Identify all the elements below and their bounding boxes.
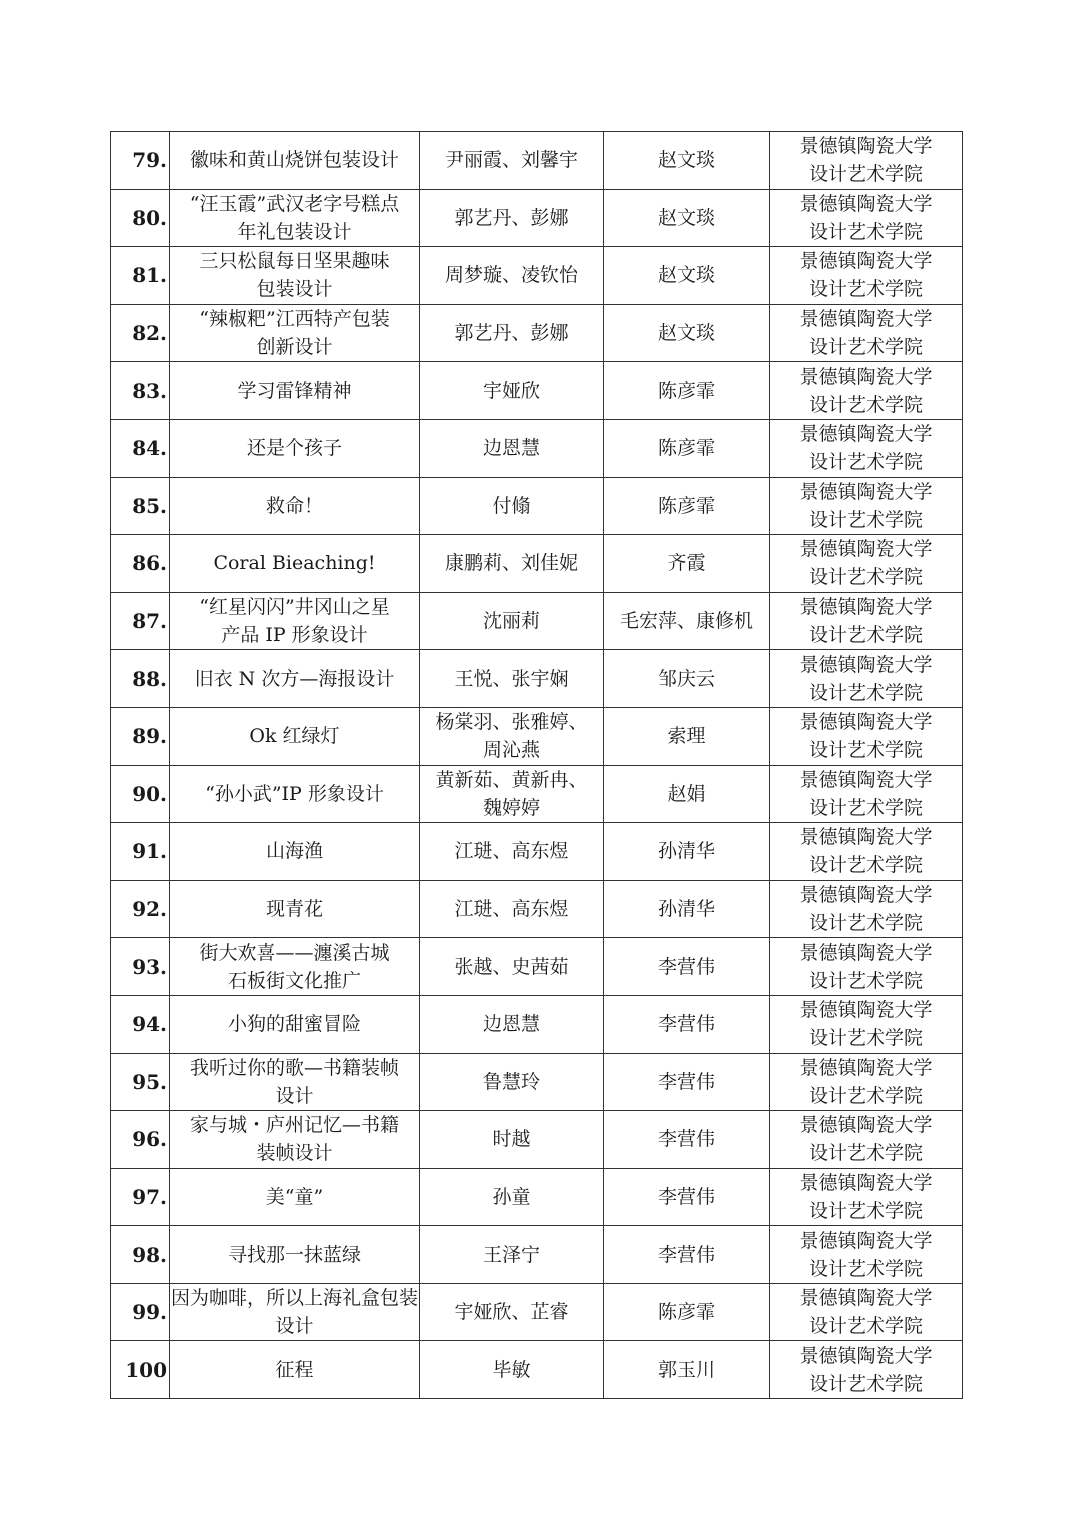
work-title-cell: [170, 995, 420, 1053]
table-row: [111, 1226, 963, 1284]
advisor-cell: [604, 477, 770, 535]
work-title-cell: [170, 362, 420, 420]
table-row: [111, 477, 963, 535]
entry-number-cell: [111, 1111, 170, 1169]
authors: 孙童: [492, 1185, 531, 1208]
authors-cell: [420, 362, 604, 420]
work-title-cell: [170, 132, 420, 190]
advisor: 赵文琰: [657, 264, 715, 287]
school-cell: [770, 1111, 963, 1169]
authors: 宇娅欣、芷睿: [454, 1301, 569, 1324]
work-title: 寻找那一抹蓝绿: [227, 1243, 361, 1266]
advisor: 陈彦霏: [657, 494, 715, 517]
work-title: 因为咖啡，所以上海礼盒包装 设计: [170, 1287, 418, 1338]
school: 景德镇陶瓷大学 设计艺术学院: [799, 999, 933, 1050]
entry-number-cell: [111, 707, 170, 765]
authors-cell: [420, 650, 604, 708]
school: 景德镇陶瓷大学 设计艺术学院: [799, 365, 933, 416]
work-title: 美“童”: [265, 1185, 324, 1208]
advisor-cell: [604, 592, 770, 650]
school: 景德镇陶瓷大学 设计艺术学院: [799, 884, 933, 935]
table-row: [111, 1168, 963, 1226]
table-row: [111, 1283, 963, 1341]
authors: 郭艺丹、彭娜: [454, 322, 569, 345]
entry-number-cell: [111, 995, 170, 1053]
school-cell: [770, 1283, 963, 1341]
authors-cell: [420, 1226, 604, 1284]
entry-number-cell: [111, 1168, 170, 1226]
table-body: [111, 132, 963, 1399]
authors-cell: [420, 765, 604, 823]
table-row: [111, 880, 963, 938]
authors-cell: [420, 707, 604, 765]
authors: 王泽宁: [482, 1243, 540, 1266]
school: 景德镇陶瓷大学 设计艺术学院: [799, 1287, 933, 1338]
school-cell: [770, 189, 963, 247]
school: 景德镇陶瓷大学 设计艺术学院: [799, 423, 933, 474]
advisor: 赵文琰: [657, 206, 715, 229]
authors: 张越、史茜茹: [454, 955, 569, 978]
table-row: [111, 707, 963, 765]
school-cell: [770, 304, 963, 362]
school: 景德镇陶瓷大学 设计艺术学院: [799, 941, 933, 992]
advisor-cell: [604, 1283, 770, 1341]
advisor-cell: [604, 1111, 770, 1169]
advisor-cell: [604, 132, 770, 190]
award-list-table: [110, 131, 963, 1399]
advisor-cell: [604, 650, 770, 708]
work-title: 救命！: [265, 494, 323, 517]
authors: 杨棠羽、张雅婷、 周沁燕: [435, 711, 588, 762]
table-row: [111, 362, 963, 420]
authors: 付翛: [492, 494, 531, 517]
table-row: [111, 765, 963, 823]
entry-number: 90.: [132, 781, 167, 806]
authors-cell: [420, 1053, 604, 1111]
school-cell: [770, 1226, 963, 1284]
work-title-cell: [170, 650, 420, 708]
authors-cell: [420, 1341, 604, 1399]
table-row: [111, 1341, 963, 1399]
advisor: 李营伟: [657, 955, 715, 978]
entry-number-cell: [111, 535, 170, 593]
authors-cell: [420, 535, 604, 593]
entry-number: 95.: [132, 1069, 167, 1094]
authors: 王悦、张宇娴: [454, 667, 569, 690]
authors-cell: [420, 189, 604, 247]
entry-number: 87.: [132, 609, 167, 634]
authors: 尹丽霞、刘馨宇: [444, 149, 578, 172]
advisor: 陈彦霏: [657, 1301, 715, 1324]
entry-number: 83.: [132, 378, 167, 403]
authors-cell: [420, 1111, 604, 1169]
advisor: 李营伟: [657, 1128, 715, 1151]
entry-number-cell: [111, 477, 170, 535]
authors-cell: [420, 995, 604, 1053]
authors: 边恩慧: [482, 437, 540, 460]
authors-cell: [420, 823, 604, 881]
entry-number-cell: [111, 189, 170, 247]
advisor: 李营伟: [657, 1013, 715, 1036]
school: 景德镇陶瓷大学 设计艺术学院: [799, 538, 933, 589]
school: 景德镇陶瓷大学 设计艺术学院: [799, 1114, 933, 1165]
entry-number: 82.: [132, 321, 167, 346]
entry-number: 79.: [132, 148, 167, 173]
work-title: “孙小武”IP 形象设计: [205, 782, 384, 805]
authors-cell: [420, 132, 604, 190]
school: 景德镇陶瓷大学 设计艺术学院: [799, 1056, 933, 1107]
school-cell: [770, 477, 963, 535]
school-cell: [770, 1341, 963, 1399]
work-title: 小狗的甜蜜冒险: [227, 1013, 361, 1036]
school: 景德镇陶瓷大学 设计艺术学院: [799, 768, 933, 819]
work-title-cell: [170, 1053, 420, 1111]
advisor: 李营伟: [657, 1070, 715, 1093]
work-title: 山海渔: [265, 840, 323, 863]
advisor: 毛宏萍、康修机: [619, 610, 753, 633]
school: 景德镇陶瓷大学 设计艺术学院: [799, 826, 933, 877]
authors: 沈丽莉: [482, 610, 540, 633]
advisor-cell: [604, 1168, 770, 1226]
advisor: 陈彦霏: [657, 437, 715, 460]
school-cell: [770, 765, 963, 823]
work-title-cell: [170, 938, 420, 996]
advisor-cell: [604, 823, 770, 881]
advisor-cell: [604, 765, 770, 823]
school: 景德镇陶瓷大学 设计艺术学院: [799, 192, 933, 243]
work-title-cell: [170, 823, 420, 881]
entry-number-cell: [111, 938, 170, 996]
entry-number: 94.: [132, 1012, 167, 1037]
work-title: “汪玉霞”武汉老字号糕点 年礼包装设计: [189, 192, 400, 243]
table-row: [111, 650, 963, 708]
advisor-cell: [604, 995, 770, 1053]
work-title: 旧衣 N 次方—海报设计: [194, 667, 395, 690]
authors-cell: [420, 304, 604, 362]
entry-number: 81.: [132, 263, 167, 288]
table-row: [111, 535, 963, 593]
work-title: 现青花: [265, 898, 323, 921]
authors-cell: [420, 938, 604, 996]
work-title-cell: [170, 592, 420, 650]
authors: 边恩慧: [482, 1013, 540, 1036]
table-row: [111, 823, 963, 881]
entry-number-cell: [111, 362, 170, 420]
work-title-cell: [170, 419, 420, 477]
entry-number: 88.: [132, 666, 167, 691]
work-title: 徽味和黄山烧饼包装设计: [189, 149, 399, 172]
school: 景德镇陶瓷大学 设计艺术学院: [799, 653, 933, 704]
entry-number-cell: [111, 419, 170, 477]
work-title-cell: [170, 1341, 420, 1399]
school-cell: [770, 362, 963, 420]
advisor-cell: [604, 304, 770, 362]
table-row: [111, 592, 963, 650]
entry-number: 97.: [132, 1184, 167, 1209]
table-row: [111, 938, 963, 996]
school-cell: [770, 1053, 963, 1111]
work-title: 街大欢喜——瀍溪古城 石板街文化推广: [199, 941, 390, 992]
authors: 黄新茹、黄新冉、 魏婷婷: [435, 768, 588, 819]
entry-number: 86.: [132, 551, 167, 576]
table-row: [111, 247, 963, 305]
authors: 江琎、高东煜: [454, 840, 569, 863]
entry-number-cell: [111, 1053, 170, 1111]
work-title-cell: [170, 477, 420, 535]
advisor-cell: [604, 1226, 770, 1284]
authors-cell: [420, 1168, 604, 1226]
advisor: 李营伟: [657, 1185, 715, 1208]
entry-number: 85.: [132, 493, 167, 518]
entry-number-cell: [111, 823, 170, 881]
work-title-cell: [170, 880, 420, 938]
authors-cell: [420, 247, 604, 305]
entry-number: 99.: [132, 1300, 167, 1325]
advisor-cell: [604, 535, 770, 593]
advisor: 赵文琰: [657, 149, 715, 172]
school-cell: [770, 650, 963, 708]
work-title-cell: [170, 1168, 420, 1226]
advisor: 孙清华: [657, 840, 715, 863]
entry-number-cell: [111, 1341, 170, 1399]
school-cell: [770, 823, 963, 881]
school-cell: [770, 535, 963, 593]
advisor-cell: [604, 707, 770, 765]
school: 景德镇陶瓷大学 设计艺术学院: [799, 711, 933, 762]
table-row: [111, 1053, 963, 1111]
authors: 江琎、高东煜: [454, 898, 569, 921]
entry-number: 89.: [132, 724, 167, 749]
advisor-cell: [604, 247, 770, 305]
work-title-cell: [170, 1283, 420, 1341]
advisor-cell: [604, 938, 770, 996]
school-cell: [770, 938, 963, 996]
school-cell: [770, 707, 963, 765]
authors: 郭艺丹、彭娜: [454, 206, 569, 229]
entry-number: 91.: [132, 839, 167, 864]
work-title-cell: [170, 535, 420, 593]
school: 景德镇陶瓷大学 设计艺术学院: [799, 1171, 933, 1222]
school: 景德镇陶瓷大学 设计艺术学院: [799, 596, 933, 647]
authors: 时越: [492, 1128, 531, 1151]
school: 景德镇陶瓷大学 设计艺术学院: [799, 308, 933, 359]
advisor-cell: [604, 880, 770, 938]
advisor: 邹庆云: [657, 667, 715, 690]
work-title: 征程: [275, 1358, 314, 1381]
advisor-cell: [604, 419, 770, 477]
authors: 康鹏莉、刘佳妮: [444, 552, 578, 575]
school-cell: [770, 1168, 963, 1226]
entry-number-cell: [111, 247, 170, 305]
school-cell: [770, 995, 963, 1053]
work-title: 家与城・庐州记忆—书籍 装帧设计: [189, 1114, 399, 1165]
entry-number-cell: [111, 132, 170, 190]
authors-cell: [420, 419, 604, 477]
school: 景德镇陶瓷大学 设计艺术学院: [799, 1344, 933, 1395]
work-title: “红星闪闪”井冈山之星 产品 IP 形象设计: [199, 596, 390, 647]
entry-number: 100: [125, 1357, 167, 1382]
work-title-cell: [170, 189, 420, 247]
table-row: [111, 132, 963, 190]
work-title-cell: [170, 304, 420, 362]
advisor: 郭玉川: [657, 1358, 715, 1381]
advisor: 孙清华: [657, 898, 715, 921]
advisor: 赵文琰: [657, 322, 715, 345]
entry-number: 84.: [132, 436, 167, 461]
advisor: 齐霞: [667, 552, 706, 575]
school: 景德镇陶瓷大学 设计艺术学院: [799, 250, 933, 301]
authors-cell: [420, 477, 604, 535]
work-title: 还是个孩子: [246, 437, 342, 460]
school: 景德镇陶瓷大学 设计艺术学院: [799, 1229, 933, 1280]
entry-number-cell: [111, 592, 170, 650]
table-row: [111, 419, 963, 477]
school-cell: [770, 247, 963, 305]
entry-number: 93.: [132, 954, 167, 979]
authors: 毕敏: [492, 1358, 531, 1381]
table-row: [111, 304, 963, 362]
school-cell: [770, 880, 963, 938]
work-title: “辣椒粑”江西特产包装 创新设计: [199, 308, 390, 359]
work-title-cell: [170, 707, 420, 765]
work-title-cell: [170, 1226, 420, 1284]
work-title: Coral Bieaching!: [213, 552, 376, 575]
entry-number: 92.: [132, 897, 167, 922]
authors-cell: [420, 880, 604, 938]
school: 景德镇陶瓷大学 设计艺术学院: [799, 135, 933, 186]
advisor: 赵娟: [667, 782, 706, 805]
entry-number: 80.: [132, 205, 167, 230]
authors: 鲁慧玲: [482, 1070, 540, 1093]
entry-number-cell: [111, 650, 170, 708]
school-cell: [770, 132, 963, 190]
advisor-cell: [604, 1053, 770, 1111]
entry-number: 98.: [132, 1242, 167, 1267]
work-title-cell: [170, 765, 420, 823]
advisor-cell: [604, 189, 770, 247]
entry-number-cell: [111, 765, 170, 823]
work-title: 三只松鼠每日坚果趣味 包装设计: [199, 250, 390, 301]
table-row: [111, 189, 963, 247]
authors: 周梦璇、凌钦怡: [444, 264, 578, 287]
entry-number-cell: [111, 880, 170, 938]
entry-number: 96.: [132, 1127, 167, 1152]
school: 景德镇陶瓷大学 设计艺术学院: [799, 480, 933, 531]
advisor: 李营伟: [657, 1243, 715, 1266]
advisor-cell: [604, 1341, 770, 1399]
work-title-cell: [170, 247, 420, 305]
authors-cell: [420, 1283, 604, 1341]
table-row: [111, 995, 963, 1053]
authors-cell: [420, 592, 604, 650]
work-title: 我听过你的歌—书籍装帧 设计: [189, 1056, 399, 1107]
school-cell: [770, 419, 963, 477]
advisor: 陈彦霏: [657, 379, 715, 402]
table-row: [111, 1111, 963, 1169]
entry-number-cell: [111, 1226, 170, 1284]
entry-number-cell: [111, 1283, 170, 1341]
work-title-cell: [170, 1111, 420, 1169]
work-title: Ok 红绿灯: [249, 725, 340, 748]
authors: 宇娅欣: [482, 379, 540, 402]
advisor-cell: [604, 362, 770, 420]
work-title: 学习雷锋精神: [237, 379, 352, 402]
advisor: 索理: [667, 725, 706, 748]
school-cell: [770, 592, 963, 650]
entry-number-cell: [111, 304, 170, 362]
